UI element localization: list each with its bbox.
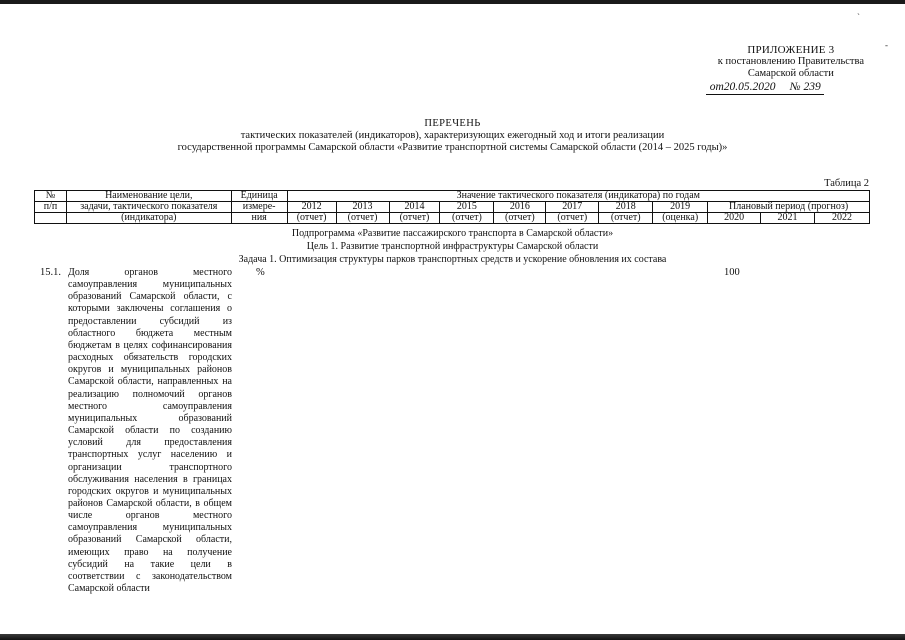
indicators-table-header (34, 190, 870, 224)
header-unit-2: измере- (231, 202, 287, 213)
heading-line-3: государственной программы Самарской области «Развитие транспортной системы Самарской области (2014 – 2025 годы)» (177, 142, 728, 153)
header-plan-year: 2021 (761, 213, 815, 224)
scan-speck: ` (857, 12, 860, 22)
header-year: 2018 (599, 202, 653, 213)
scan-bottom-edge (0, 634, 905, 640)
scan-top-edge (0, 0, 905, 4)
appendix-region-line: Самарской области (747, 68, 834, 79)
header-year-note: (отчет) (440, 213, 494, 224)
appendix-decree-line: к постановлению Правительства (717, 56, 864, 67)
appendix-title: ПРИЛОЖЕНИЕ 3 (747, 44, 835, 56)
header-year: 2012 (287, 202, 336, 213)
header-year-note: (отчет) (599, 213, 653, 224)
header-unit-3: ния (231, 213, 287, 224)
header-year: 2014 (389, 202, 440, 213)
header-plan-year: 2022 (814, 213, 869, 224)
header-planned-title: Плановый период (прогноз) (708, 202, 870, 213)
goal-title: Цель 1. Развитие транспортной инфраструктуры Самарской области (306, 241, 599, 252)
header-values-title: Значение тактического показателя (индикатора) по годам (287, 191, 869, 202)
header-name-1: Наименование цели, (66, 191, 231, 202)
document-heading (0, 118, 905, 154)
signature-underline (706, 94, 824, 95)
header-year: 2016 (494, 202, 546, 213)
appendix-header (709, 44, 864, 95)
header-year: 2015 (440, 202, 494, 213)
header-name-3: (индикатора) (66, 213, 231, 224)
heading-title: ПЕРЕЧЕНЬ (424, 118, 481, 129)
header-year-note: (отчет) (389, 213, 440, 224)
row-indicator-name: Доля органов местного самоуправления муниципальных образований Самарской области, с которыми заключены соглашения о предоставлении субсидий из областного бюджета местным бюджетам в целях софинансирования расходных обязательств городских округов и муниципальных районов Самарской области, направленных на реализацию полномочий органов местного самоуправления муниципальных образований Самарской области по созданию условий для предоставления транспортных услуг населению и организации транспортного обслуживания населения в границах городских округов и муниципальных районов Самарской области, в общем числе органов местного самоуправления муниципальных образований Самарской области, имеющих право на получение субсидий на такие цели в соответствии с законодательством Самарской области (68, 267, 232, 595)
header-name-2: задачи, тактического показателя (66, 202, 231, 213)
header-num-1: № (35, 191, 67, 202)
decree-number: № 239 (789, 81, 821, 93)
subprogram-title: Подпрограмма «Развитие пассажирского транспорта в Самарской области» (291, 228, 614, 239)
header-plan-year: 2020 (708, 213, 761, 224)
header-num-3 (35, 213, 67, 224)
header-year-note: (отчет) (287, 213, 336, 224)
table-label: Таблица 2 (824, 178, 869, 189)
header-num-2: п/п (35, 202, 67, 213)
task-title: Задача 1. Оптимизация структуры парков транспортных средств и ускорение обновления их состава (238, 254, 667, 265)
row-number: 15.1. (40, 267, 61, 278)
row-unit: % (256, 267, 265, 278)
decree-date: от20.05.2020 (709, 81, 776, 93)
header-year-note: (отчет) (494, 213, 546, 224)
header-year-note: (отчет) (336, 213, 389, 224)
header-year-note: (отчет) (546, 213, 599, 224)
row-value-2020: 100 (724, 267, 740, 278)
appendix-date-number (709, 81, 864, 95)
header-year: 2013 (336, 202, 389, 213)
header-year: 2017 (546, 202, 599, 213)
header-unit-1: Единица (231, 191, 287, 202)
heading-line-2: тактических показателей (индикаторов), характеризующих ежегодный ход и итоги реализации (240, 130, 665, 141)
scan-speck: - (885, 40, 888, 50)
header-year-note: (оценка) (653, 213, 708, 224)
header-year: 2019 (653, 202, 708, 213)
